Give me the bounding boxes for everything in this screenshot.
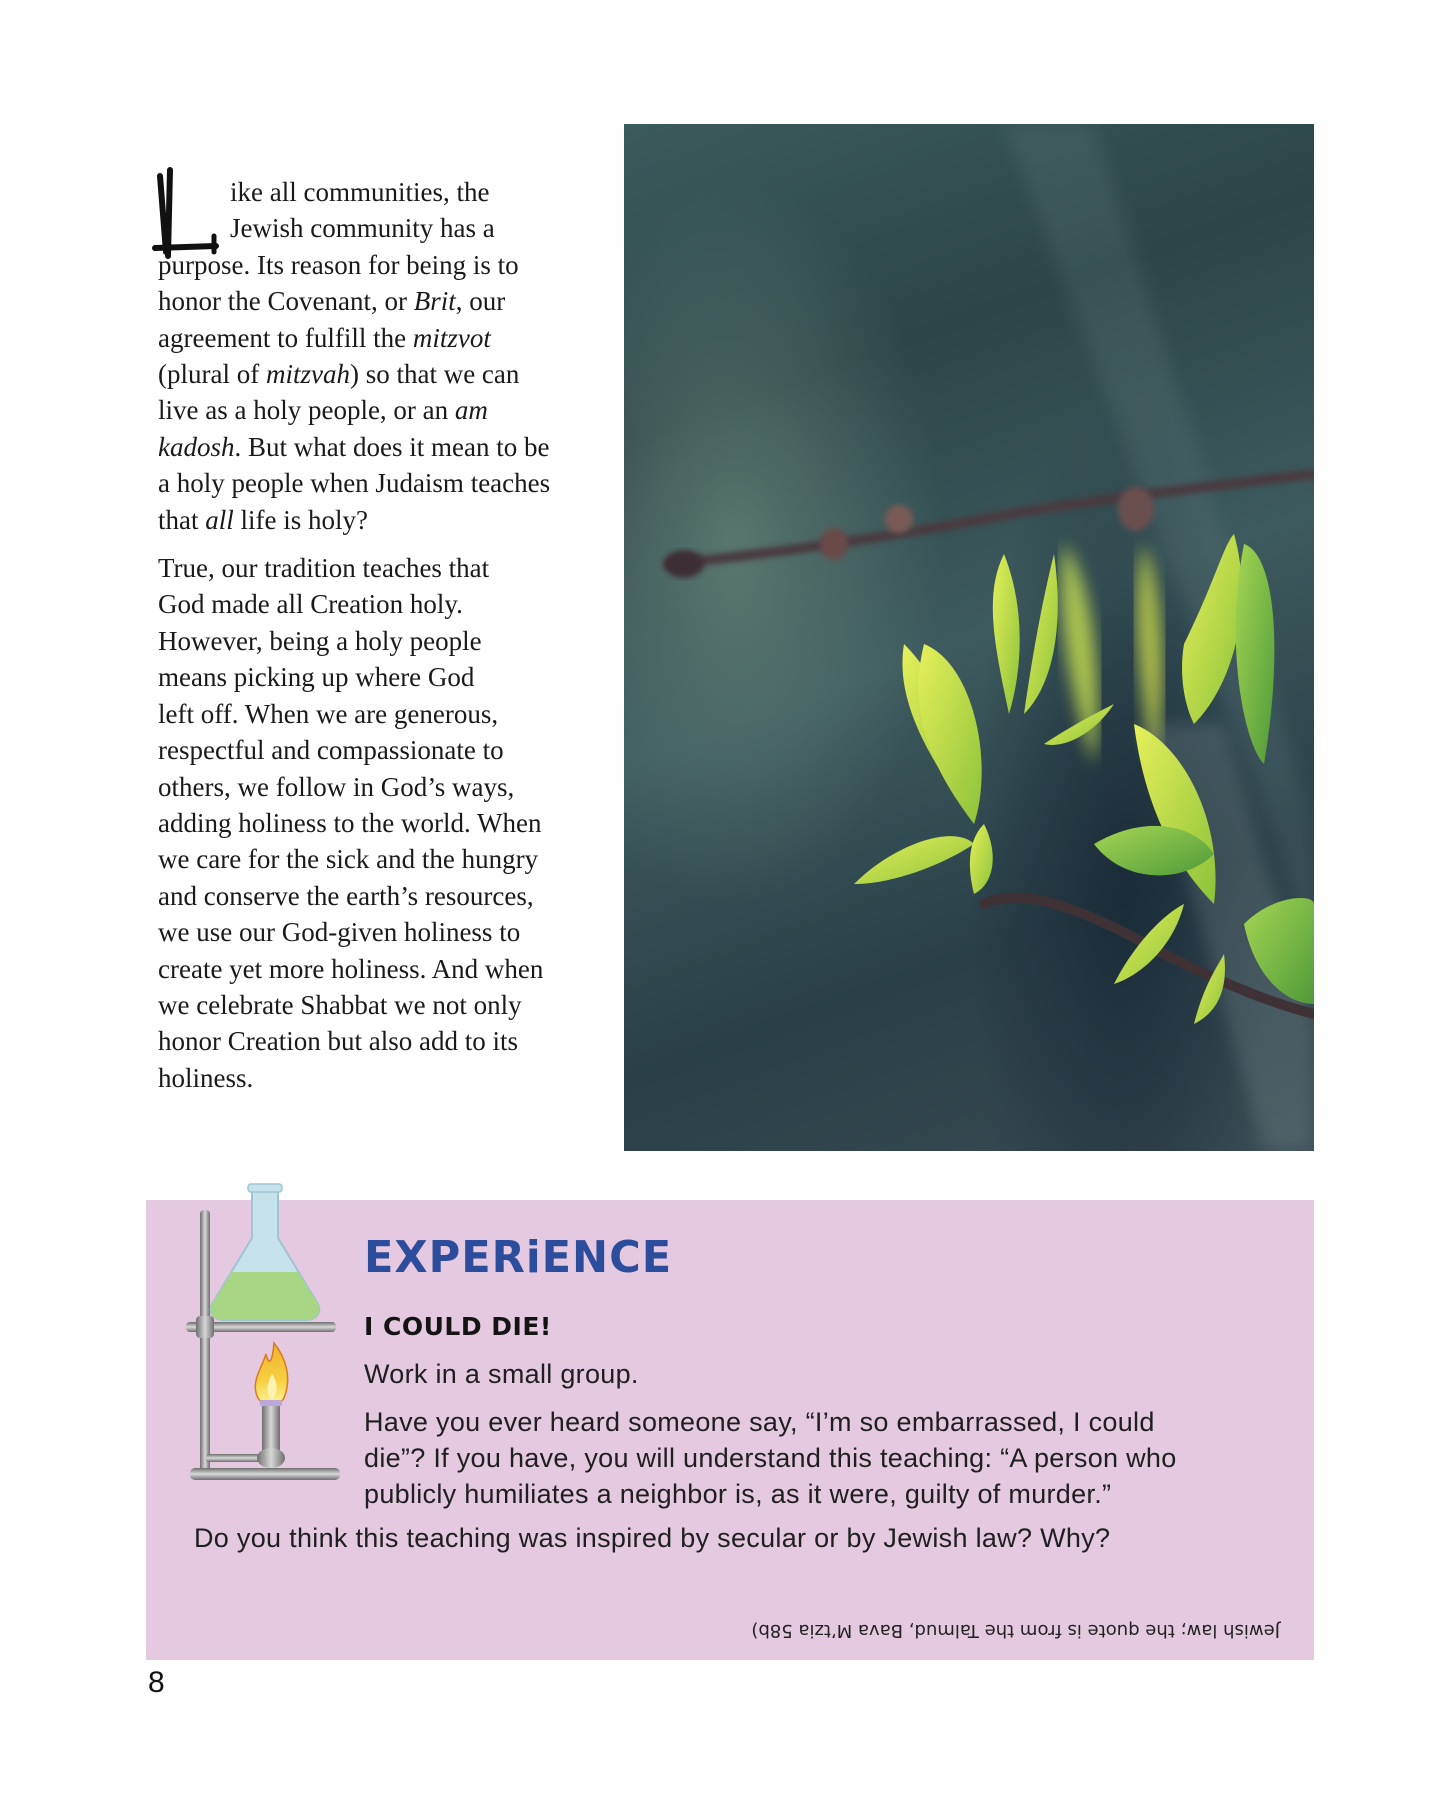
activity-subtitle: I COULD DIE!	[364, 1312, 552, 1341]
text-line: that all life is holy?	[158, 504, 368, 535]
activity-body	[364, 1404, 1304, 1512]
instruction-text: Work in a small group.	[364, 1359, 639, 1389]
text-line: left off. When we are generous,	[158, 698, 499, 729]
text-line: kadosh. But what does it mean to be	[158, 431, 550, 462]
text-line: ike all communities, the	[230, 177, 490, 207]
article-body	[158, 158, 608, 1108]
text-line: a holy people when Judaism teaches	[158, 468, 551, 499]
italic-term-brit: Brit	[413, 286, 456, 317]
text-line: others, we follow in God’s ways,	[158, 771, 515, 802]
activity-heading: EXPERiENCE	[364, 1232, 673, 1283]
text-line: purpose. Its reason for being is to	[158, 249, 519, 280]
text-line: and conserve the earth’s resources,	[158, 880, 534, 911]
text-line: holiness.	[158, 1062, 254, 1093]
text-line: create yet more holiness. And when	[158, 953, 544, 984]
text-line: respectful and compassionate to	[158, 735, 504, 766]
leaf-buds-photo	[624, 124, 1314, 1151]
italic-term-all: all	[205, 504, 234, 535]
paragraph-2	[158, 550, 608, 1096]
text-line: (plural of mitzvah) so that we can	[158, 359, 520, 390]
text-line: honor Creation but also add to its	[158, 1026, 518, 1057]
text-line: honor the Covenant, or Brit, our	[158, 286, 506, 317]
text-line: means picking up where God	[158, 662, 475, 693]
text-line: Jewish community has a	[230, 213, 495, 244]
body-line: publicly humiliates a neighbor is, as it were, guilty of murder.”	[364, 1479, 1112, 1509]
page-number: 8	[148, 1666, 165, 1699]
lab-flask-burner-icon	[180, 1168, 360, 1498]
body-line: Have you ever heard someone say, “I’m so embarrassed, I could	[364, 1407, 1155, 1437]
upside-down-answer: Jewish law; the quote is from the Talmud, Bava M’tzia 58b)	[751, 1620, 1280, 1641]
dropcap-letter-l	[152, 166, 232, 266]
body-line: die”? If you have, you will understand this teaching: “A person who	[364, 1443, 1177, 1473]
text-line: we care for the sick and the hungry	[158, 844, 539, 875]
text-line: we use our God-given holiness to	[158, 917, 521, 948]
text-line: live as a holy people, or an am	[158, 395, 488, 426]
text-line: adding holiness to the world. When	[158, 807, 542, 838]
text-line: God made all Creation holy.	[158, 589, 463, 620]
italic-term-kadosh: kadosh	[158, 431, 235, 462]
italic-term-am: am	[454, 395, 488, 426]
text-line: we celebrate Shabbat we not only	[158, 989, 522, 1020]
italic-term-mitzvot: mitzvot	[412, 322, 491, 353]
text-line: True, our tradition teaches that	[158, 553, 490, 584]
activity-instruction	[364, 1356, 1304, 1392]
italic-term-mitzvah: mitzvah	[265, 359, 350, 390]
branch-leaves-illustration	[624, 124, 1314, 1151]
activity-question: Do you think this teaching was inspired by secular or by Jewish law? Why?	[194, 1523, 1111, 1553]
text-line: However, being a holy people	[158, 625, 482, 656]
text-line: agreement to fulfill the mitzvot	[158, 322, 491, 353]
